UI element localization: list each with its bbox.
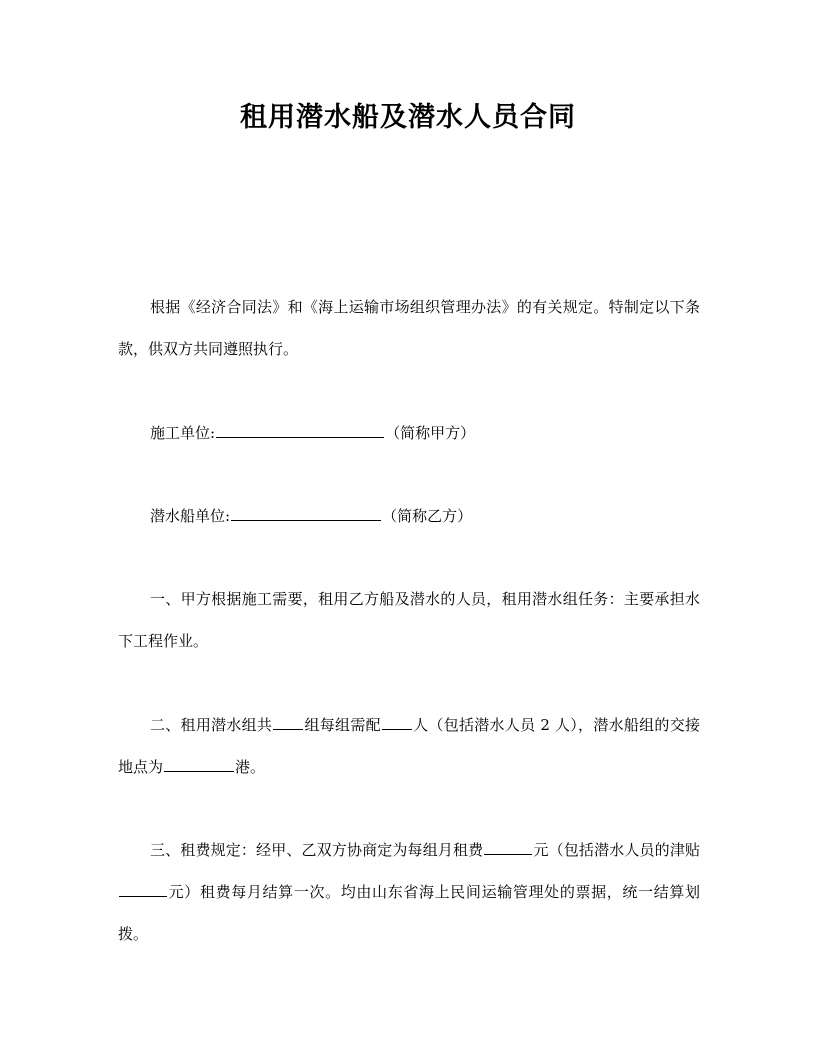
clause-2-part4: 港。 — [235, 758, 266, 776]
party-a-label: 施工单位: — [150, 424, 216, 442]
party-b-label: 潜水船单位: — [150, 507, 231, 525]
party-b-line — [118, 495, 700, 537]
party-a-blank[interactable] — [216, 420, 384, 438]
group-count-blank[interactable] — [273, 712, 303, 730]
party-a-line — [118, 412, 700, 454]
monthly-fee-blank[interactable] — [484, 837, 532, 855]
clause-2-part2: 组每组需配 — [304, 716, 381, 734]
party-a-suffix: （简称甲方） — [385, 424, 476, 442]
handover-port-blank[interactable] — [164, 754, 234, 772]
document-title: 租用潜水船及潜水人员合同 — [240, 102, 576, 133]
party-b-suffix: （简称乙方） — [382, 507, 473, 525]
clause-2-part1: 二、租用潜水组共 — [150, 716, 273, 734]
clause-3-part1: 三、租费规定：经甲、乙双方协商定为每组月租费 — [150, 841, 484, 859]
party-b-blank[interactable] — [231, 503, 381, 521]
people-per-group-blank[interactable] — [382, 712, 412, 730]
clause-2-part3: 人（包括潜水人员 2 人），潜水船组的交接地点为 — [118, 716, 700, 776]
clause-3-part2: 元（包括潜水人员的津贴 — [533, 841, 700, 859]
clause-2-paragraph — [118, 704, 700, 788]
intro-paragraph — [118, 286, 700, 370]
clause-1-paragraph — [118, 578, 700, 662]
allowance-blank[interactable] — [119, 879, 167, 897]
clause-3-paragraph — [118, 829, 700, 955]
clause-1-text: 一、甲方根据施工需要，租用乙方船及潜水的人员，租用潜水组任务：主要承担水下工程作业。 — [118, 590, 700, 650]
clause-3-part3: 元）租费每月结算一次。均由山东省海上民间运输管理处的票据，统一结算划拨。 — [118, 883, 700, 943]
intro-text: 根据《经济合同法》和《海上运输市场组织管理办法》的有关规定。特制定以下条款，供双方共同遵照执行。 — [118, 298, 700, 358]
